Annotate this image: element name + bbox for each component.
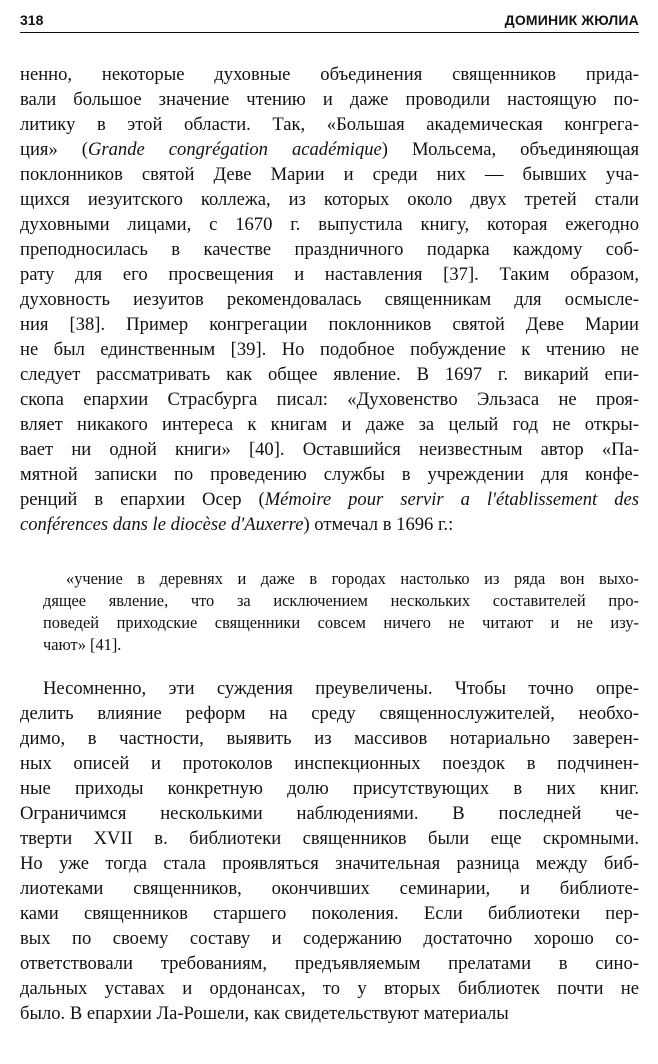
text-line: Несомненно, эти суждения преувеличены. Чтобы точно опре- xyxy=(43,678,639,699)
paragraph-2 xyxy=(20,676,639,1026)
text-line: ния [38]. Пример конгрегации поклонников святой Деве Марии xyxy=(20,314,639,335)
text-line: чают» [41]. xyxy=(43,635,122,654)
text-line: преподносилась в качестве праздничного подарка каждому соб- xyxy=(20,239,639,260)
text-line: литику в этой области. Так, «Большая академическая конгрега- xyxy=(20,114,639,135)
text-line: ками священников старшего поколения. Если библиотеки пер- xyxy=(20,903,639,924)
page-number: 318 xyxy=(20,12,44,28)
page-header xyxy=(20,10,639,32)
text-line: тверти XVII в. библиотеки священников были еще скромными. xyxy=(20,828,639,849)
text-line: Но уже тогда стала проявляться значительная разница между биб- xyxy=(20,853,639,874)
text-line: ных описей и протоколов инспекционных поездок в подчинен- xyxy=(20,753,639,774)
text-line: мятной записки по проведению службы в учреждении для конфе- xyxy=(20,464,639,485)
text-line: ренций в епархии Осер (Mémoire pour servir a l'établissement des xyxy=(20,489,639,510)
running-head: ДОМИНИК ЖЮЛИА xyxy=(504,12,639,28)
text-line: следует рассматривать как общее явление. В 1697 г. викарий епи- xyxy=(20,364,639,385)
text-line: вает ни одной книги» [40]. Оставшийся неизвестным автор «Па- xyxy=(20,439,639,460)
text-line: рату для его просвещения и наставления [37]. Таким образом, xyxy=(20,264,639,285)
text-line: скопа епархии Страсбурга писал: «Духовенство Эльзаса не проя- xyxy=(20,389,639,410)
text-line: conférences dans le diocèse d'Auxerre) отмечал в 1696 г.: xyxy=(20,514,454,535)
text-line: ответствовали требованиям, предъявляемым прелатами в сино- xyxy=(20,953,639,974)
text-line: духовность иезуитов рекомендовалась священникам для осмысле- xyxy=(20,289,639,310)
book-page xyxy=(20,0,639,1064)
text-line: димо, в частности, выявить из массивов нотариально заверен- xyxy=(20,728,639,749)
text-line: дальных уставах и ордонансах, то у вторых библиотек почти не xyxy=(20,978,639,999)
text-line: вляет никакого интереса к книгам и даже за целый год не откры- xyxy=(20,414,639,435)
paragraph-1 xyxy=(20,62,639,537)
text-line: ция» (Grande congrégation académique) Мольсема, объединяющая xyxy=(20,139,640,160)
text-line: вали большое значение чтению и даже проводили настоящую по- xyxy=(20,89,639,110)
text-line: поклонников святой Деве Марии и среди них — бывших уча- xyxy=(20,164,639,185)
text-line: делить влияние реформ на среду священнослужителей, необхо- xyxy=(20,703,639,724)
text-line: ненно, некоторые духовные объединения священников прида- xyxy=(20,64,639,85)
text-line: «учение в деревнях и даже в городах настолько из ряда вон выхо- xyxy=(66,569,639,588)
text-line: не был единственным [39]. Но подобное побуждение к чтению не xyxy=(20,339,639,360)
block-quote xyxy=(43,568,639,656)
text-line: щихся иезуитского коллежа, из которых около двух третей стали xyxy=(20,189,639,210)
text-line: лиотеками священников, окончивших семинарии, и библиоте- xyxy=(20,878,639,899)
text-line: Ограничимся несколькими наблюдениями. В последней че- xyxy=(20,803,639,824)
text-line: было. В епархии Ла-Рошели, как свидетельствуют материалы xyxy=(20,1003,509,1024)
text-line: дящее явление, что за исключением нескольких составителей про- xyxy=(43,591,639,610)
header-rule xyxy=(20,32,639,33)
text-line: ные приходы конкретную долю присутствующих в них книг. xyxy=(20,778,639,799)
text-line: поведей приходские священники совсем ничего не читают и не изу- xyxy=(43,613,639,632)
text-line: духовными лицами, с 1670 г. выпустила книгу, которая ежегодно xyxy=(20,214,639,235)
text-line: вых по своему составу и содержанию достаточно хорошо со- xyxy=(20,928,639,949)
